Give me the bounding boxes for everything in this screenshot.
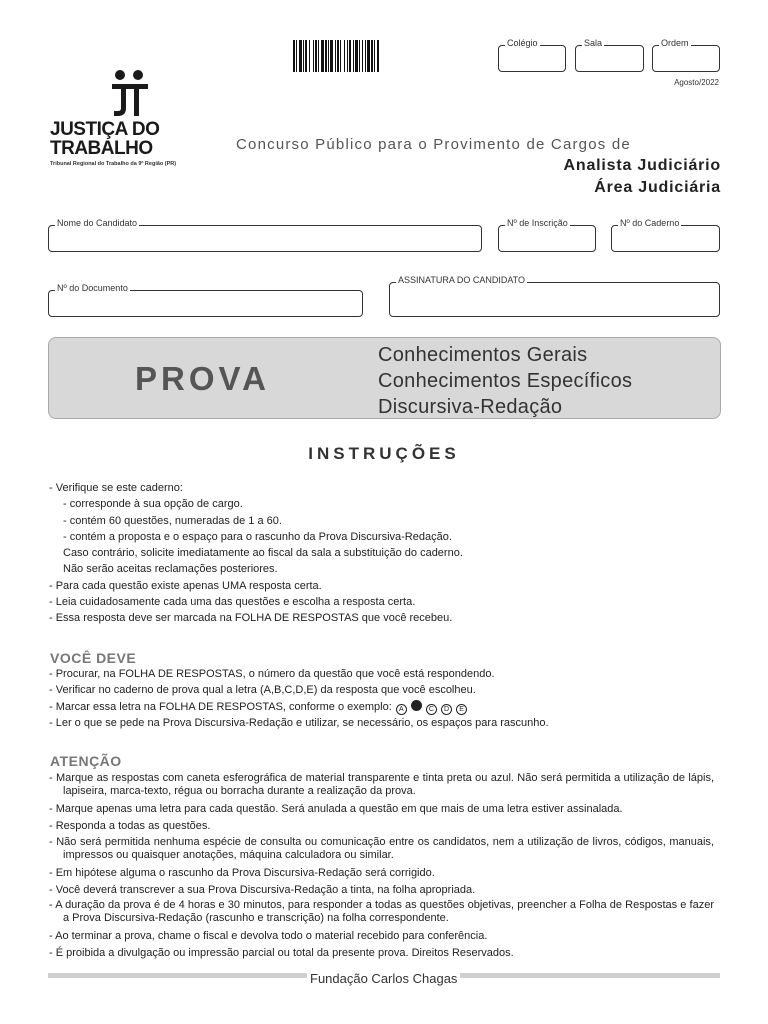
documento-field[interactable] [48,283,363,317]
list-item: Caso contrário, solicite imediatamente ao fiscal da sala a substituição do caderno. [63,547,463,560]
prova-word: PROVA [135,360,270,397]
voce-deve-list [49,666,714,731]
list-item [49,699,714,715]
atencao-title: ATENÇÃO [50,753,122,769]
instrucoes-list [49,480,714,627]
list-item: - É proibida a divulgação ou impressão parcial ou total da presente prova. Direitos Reservados. [49,946,514,959]
list-item: - A duração da prova é de 4 horas e 30 minutos, para responder a todas as questões objetivas, preencher a Folha de Respostas e fazer a Prova Discursiva-Redação (rascunho e transcrição) na folha correspondente. [49,899,714,924]
colegio-label: Colégio [507,38,538,48]
answer-bubble-c: C [426,704,437,715]
answer-bubble-d: D [441,704,452,715]
list-item: - Ler o que se pede na Prova Discursiva-Redação e utilizar, se necessário, os espaços para rascunho. [49,716,549,729]
list-item: Não serão aceitas reclamações posteriores. [63,563,278,576]
list-item: - Marque as respostas com caneta esferográfica de material transparente e tinta preta ou azul. Não será permitida a utilização de lápis, lapiseira, marca-texto, régua ou borracha durante a realização da prova. [49,772,714,797]
instrucoes-title: INSTRUÇÕES [308,444,460,463]
list-item: - contém a proposta e o espaço para o rascunho da Prova Discursiva-Redação. [63,530,452,543]
list-item: - Ao terminar a prova, chame o fiscal e devolva todo o material recebido para conferência. [49,930,488,942]
list-item: - Verifique se este caderno: [49,482,183,494]
list-item: - Essa resposta deve ser marcada na FOLHA DE RESPOSTAS que você recebeu. [49,612,453,625]
barcode-bar [379,40,380,72]
prova-item: Conhecimentos Específicos [378,370,633,392]
list-item: - Leia cuidadosamente cada uma das questões e escolha a resposta certa. [49,596,416,609]
list-item: - Verificar no caderno de prova qual a letra (A,B,C,D,E) da resposta que você escolheu. [49,684,476,697]
prova-item: Discursiva-Redação [378,396,563,418]
answer-bubble-b-filled [411,700,422,711]
ordem-box [652,38,720,72]
exam-date: Agosto/2022 [674,78,719,87]
inscricao-field[interactable] [498,218,596,252]
list-item: - Não será permitida nenhuma espécie de consulta ou comunicação entre os candidatos, nem a utilização de livros, códigos, manuais, impressos ou quaisquer anotações, máquina calculadora ou similar. [49,836,714,861]
cargo-title: Analista Judiciário [563,157,721,174]
area-title: Área Judiciária [594,179,721,196]
logo-title: JUSTIÇA DO TRABALHO [50,119,160,159]
list-item: - Marque apenas uma letra para cada questão. Será anulada a questão em que mais de uma letra estiver assinalada. [49,803,623,815]
list-item: - Para cada questão existe apenas UMA resposta certa. [49,579,322,592]
fcc-name: Fundação Carlos Chagas [310,971,458,986]
ordem-label: Ordem [661,38,689,48]
nome-field[interactable] [48,218,482,252]
list-item-text: - Marcar essa letra na FOLHA DE RESPOSTAS, conforme o exemplo: [49,700,392,713]
voce-deve-title: VOCÊ DEVE [50,650,137,666]
list-item: - corresponde à sua opção de cargo. [63,498,243,511]
prova-list [378,342,632,420]
answer-bubble-a: A [396,704,407,715]
list-item: - contém 60 questões, numeradas de 1 a 60. [63,514,282,527]
caderno-field[interactable] [611,218,720,252]
inscricao-label: Nº de Inscrição [507,218,568,228]
justica-do-trabalho-logo [50,68,220,167]
list-item: - Você deverá transcrever a sua Prova Discursiva-Redação a tinta, na folha apropriada. [49,883,476,896]
prova-item: Conhecimentos Gerais [378,344,588,366]
sala-label: Sala [584,38,603,48]
list-item: - Procurar, na FOLHA DE RESPOSTAS, o número da questão que você está respondendo. [49,668,495,680]
assinatura-label: ASSINATURA DO CANDIDATO [398,275,526,285]
list-item: - Em hipótese alguma o rascunho da Prova Discursiva-Redação será corrigido. [49,867,435,879]
colegio-box [498,38,566,72]
list-item: - Responda a todas as questões. [49,819,211,832]
answer-bubble-e: E [456,704,467,715]
documento-label: Nº do Documento [57,283,128,293]
concurso-line: Concurso Público para o Provimento de Cargos de [236,136,631,153]
caderno-label: Nº do Caderno [620,218,680,228]
sala-box [575,38,644,72]
atencao-list [49,772,714,961]
prova-banner [48,337,721,419]
justica-logo-icon [108,68,152,118]
logo-subtitle: Tribunal Regional do Trabalho da 9ª Região (PR) [50,161,177,167]
fcc-logo [307,971,460,986]
assinatura-field[interactable] [389,275,720,317]
barcode [293,40,479,72]
nome-label: Nome do Candidato [57,218,138,228]
